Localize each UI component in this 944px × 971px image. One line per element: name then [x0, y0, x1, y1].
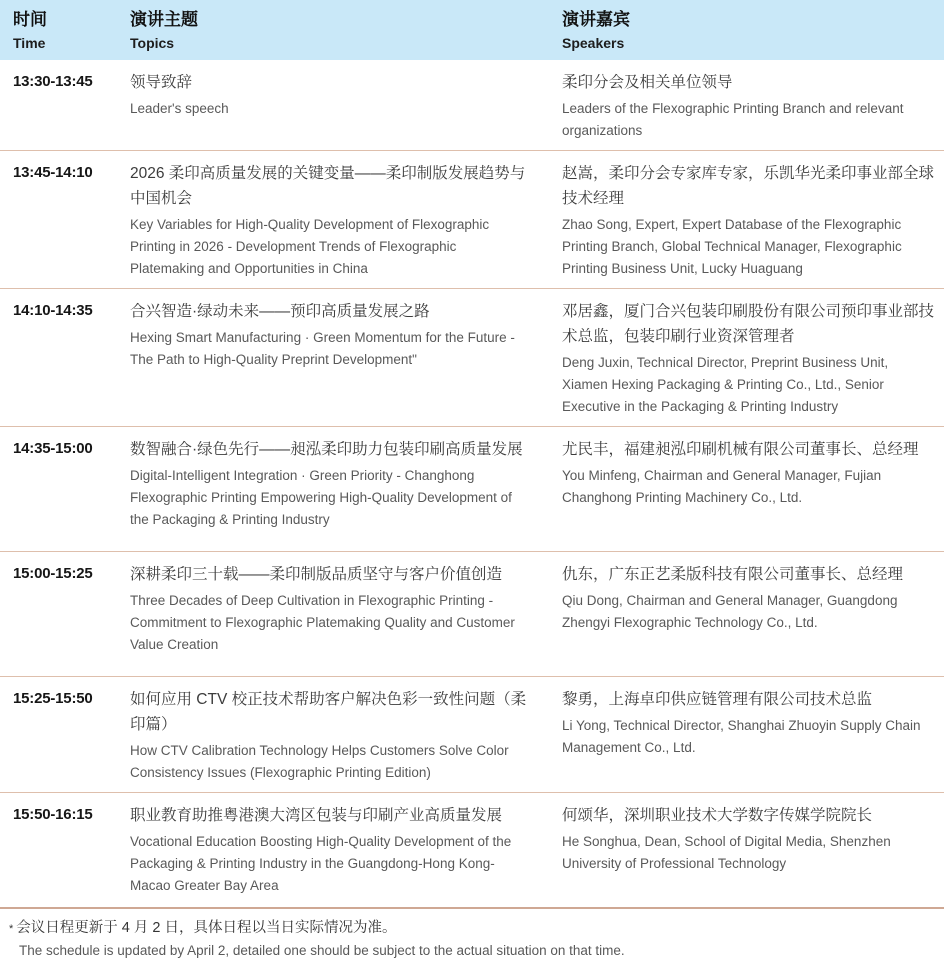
speaker-zh: 尤民丰，福建昶泓印刷机械有限公司董事长、总经理 — [562, 441, 919, 458]
table-row — [0, 60, 944, 150]
speaker-en: Zhao Song, Expert, Expert Database of the Flexographic Printing Branch, Global Technical Manager, Flexographic Printing Business Unit, Lucky Huaguang — [562, 217, 902, 276]
session-speaker — [562, 803, 944, 875]
table-row — [0, 551, 944, 676]
topic-en: Vocational Education Boosting High-Quality Development of the Packaging & Printing Industry in the Guangdong-Hong Kong-Macao Greater Bay Area — [130, 834, 512, 893]
speaker-zh: 仇东，广东正艺柔版科技有限公司董事长、总经理 — [562, 566, 904, 583]
header-cell-speakers — [562, 7, 944, 54]
speaker-en: Deng Juxin, Technical Director, Preprint Business Unit, Xiamen Hexing Packaging & Printing Co., Ltd., Senior Executive in the Packaging & Printing Industry — [562, 355, 889, 414]
topic-zh: 深耕柔印三十载——柔印制版品质坚守与客户价值创造 — [130, 566, 503, 583]
topic-en: Three Decades of Deep Cultivation in Flexographic Printing - Commitment to Flexographic Platemaking Quality and Customer Value Creation — [130, 593, 515, 652]
speaker-en: He Songhua, Dean, School of Digital Media, Shenzhen University of Professional Technology — [562, 834, 891, 871]
session-topic — [130, 803, 562, 897]
speaker-zh: 柔印分会及相关单位领导 — [562, 74, 733, 91]
header-speakers-zh: 演讲嘉宾 — [562, 10, 630, 29]
speaker-en: Qiu Dong, Chairman and General Manager, Guangdong Zhengyi Flexographic Technology Co., Ltd. — [562, 593, 898, 630]
topic-zh: 领导致辞 — [130, 74, 193, 91]
footnote-zh-line — [9, 916, 930, 940]
session-speaker — [562, 70, 944, 142]
speaker-zh: 何颂华，深圳职业技术大学数字传媒学院院长 — [562, 807, 873, 824]
session-speaker — [562, 687, 944, 759]
header-time-zh: 时间 — [13, 10, 47, 29]
session-time: 13:45-14:10 — [13, 164, 93, 181]
topic-en: Leader's speech — [130, 101, 229, 116]
session-speaker — [562, 437, 944, 509]
topic-en: Hexing Smart Manufacturing · Green Momentum for the Future - The Path to High-Quality Preprint Development" — [130, 330, 515, 367]
speaker-en: You Minfeng, Chairman and General Manager, Fujian Changhong Printing Machinery Co., Ltd. — [562, 468, 882, 505]
table-row — [0, 676, 944, 792]
table-row — [0, 288, 944, 426]
header-speakers-en: Speakers — [562, 35, 625, 51]
session-topic — [130, 299, 562, 371]
session-time: 15:50-16:15 — [13, 806, 93, 823]
table-body — [0, 60, 944, 907]
speaker-en: Li Yong, Technical Director, Shanghai Zhuoyin Supply Chain Management Co., Ltd. — [562, 718, 921, 755]
session-time: 14:35-15:00 — [13, 440, 93, 457]
speaker-zh: 赵嵩，柔印分会专家库专家，乐凯华光柔印事业部全球技术经理 — [562, 165, 935, 207]
session-topic — [130, 562, 562, 656]
topic-en: How CTV Calibration Technology Helps Customers Solve Color Consistency Issues (Flexographic Printing Edition) — [130, 743, 509, 780]
session-time: 15:25-15:50 — [13, 690, 93, 707]
topic-en: Digital-Intelligent Integration · Green Priority - Changhong Flexographic Printing Empowering High-Quality Development of the Packaging & Printing Industry — [130, 468, 512, 527]
speaker-en: Leaders of the Flexographic Printing Branch and relevant organizations — [562, 101, 904, 138]
session-speaker — [562, 299, 944, 418]
session-time: 14:10-14:35 — [13, 302, 93, 319]
topic-zh: 2026 柔印高质量发展的关键变量——柔印制版发展趋势与中国机会 — [130, 165, 526, 207]
session-topic — [130, 687, 562, 784]
header-cell-topics — [130, 7, 562, 54]
header-time-en: Time — [13, 35, 46, 51]
speaker-zh: 邓居鑫，厦门合兴包装印刷股份有限公司预印事业部技术总监，包装印刷行业资深管理者 — [562, 303, 935, 345]
session-time: 13:30-13:45 — [13, 73, 93, 90]
footnote-asterisk: * — [9, 923, 14, 935]
table-row — [0, 792, 944, 907]
header-topics-en: Topics — [130, 35, 175, 51]
session-speaker — [562, 161, 944, 280]
session-topic — [130, 437, 562, 531]
session-time: 15:00-15:25 — [13, 565, 93, 582]
topic-zh: 如何应用 CTV 校正技术帮助客户解决色彩一致性问题（柔印篇） — [130, 691, 527, 733]
topic-zh: 数智融合·绿色先行——昶泓柔印助力包装印刷高质量发展 — [130, 441, 523, 458]
schedule-footnote — [0, 907, 944, 971]
table-row — [0, 150, 944, 288]
table-row — [0, 426, 944, 551]
session-topic — [130, 70, 562, 120]
header-cell-time — [0, 7, 130, 54]
topic-zh: 职业教育助推粤港澳大湾区包装与印刷产业高质量发展 — [130, 807, 503, 824]
footnote-zh: 会议日程更新于 4 月 2 日，具体日程以当日实际情况为准。 — [16, 920, 397, 936]
header-topics-zh: 演讲主题 — [130, 10, 198, 29]
table-header-row — [0, 0, 944, 60]
topic-en: Key Variables for High-Quality Development of Flexographic Printing in 2026 - Development Trends of Flexographic Platemaking and Opportunities in China — [130, 217, 490, 276]
footnote-en: The schedule is updated by April 2, detailed one should be subject to the actual situation on that time. — [19, 943, 625, 958]
session-topic — [130, 161, 562, 280]
session-speaker — [562, 562, 944, 634]
topic-zh: 合兴智造·绿动未来——预印高质量发展之路 — [130, 303, 430, 320]
speaker-zh: 黎勇，上海卓印供应链管理有限公司技术总监 — [562, 691, 873, 708]
